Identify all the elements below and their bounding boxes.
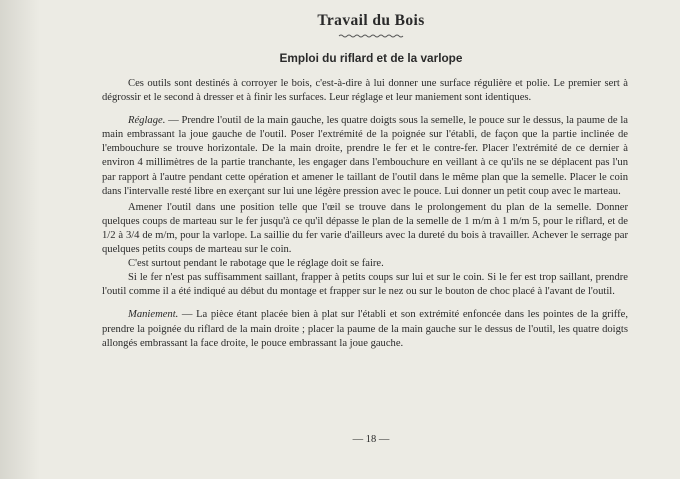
surtout-paragraph: C'est surtout pendant le rabotage que le réglage doit se faire.	[128, 258, 384, 270]
amener-paragraph: Amener l'outil dans une position telle que l'œil se trouve dans le prolongement du plan de la semelle. Donner quelques coups de marteau sur le fer jusqu'à ce qu'il dépasse le plan de la semelle de 1 m/m à 1 m/m 5, pour le riflard, et de 1/2 à 3/4 de m/m, pour la varlope. La saillie du fer varie d'ailleurs avec la dureté du bois à travailler. Achever le serrage par quelques petits coups de marteau sur le coin.	[102, 201, 628, 256]
reglage-text: — Prendre l'outil de la main gauche, les quatre doigts sous la semelle, le pouce sur le dessus, la paume de la main embrassant la joue gauche de l'outil. Poser l'extrémité de la poignée sur l'établi, de façon que la partie inclinée de l'embouchure se trouve horizontale. De la main droite, prendre le fer et le contre-fer. Placer l'extrémité de ce dernier à environ 4 millimètres de la partie tranchante, les engager dans l'embouchure en veillant à ce qu'ils ne se déplacent pas l'un par rapport à l'autre pendant cette opération et amener le taillant de l'outil dans le même plan que la semelle. Placer le coin dans l'intervalle resté libre en exerçant sur lui une légère pression avec le pouce. Lui donner un petit coup avec le marteau.	[102, 115, 628, 197]
si-fer-paragraph: Si le fer n'est pas suffisamment saillant, frapper à petits coups sur lui et sur le coin. Si le fer est trop saillant, prendre l'outil comme il a été indiqué au début du montage et frapper sur le nez ou sur le bouton de choc placé à l'avant de l'outil.	[102, 272, 628, 298]
page-title: Travail du Bois	[317, 12, 425, 29]
section-title: Emploi du riflard et de la varlope	[279, 51, 463, 65]
reglage-lead: Réglage.	[128, 115, 166, 127]
maniement-text: — La pièce étant placée bien à plat sur l'établi et son extrémité enfoncée dans les pointes de la griffe, prendre la poignée du riflard de la main droite ; placer la paume de la main gauche sur le dessus de l'outil, les quatre doigts allongés embrassant la face droite, le pouce embrassant la joue gauche.	[102, 309, 628, 349]
intro-paragraph: Ces outils sont destinés à corroyer le bois, c'est-à-dire à lui donner une surface régulière et polie. Le premier sert à dégrossir et le second à dresser et à finir les surfaces. Leur réglage et leur maniement sont identiques.	[102, 78, 628, 104]
ornamental-rule	[338, 33, 404, 39]
maniement-paragraph	[102, 308, 628, 350]
reglage-paragraph	[102, 114, 628, 199]
page-number: — 18 —	[352, 434, 390, 445]
maniement-lead: Maniement.	[128, 309, 179, 321]
